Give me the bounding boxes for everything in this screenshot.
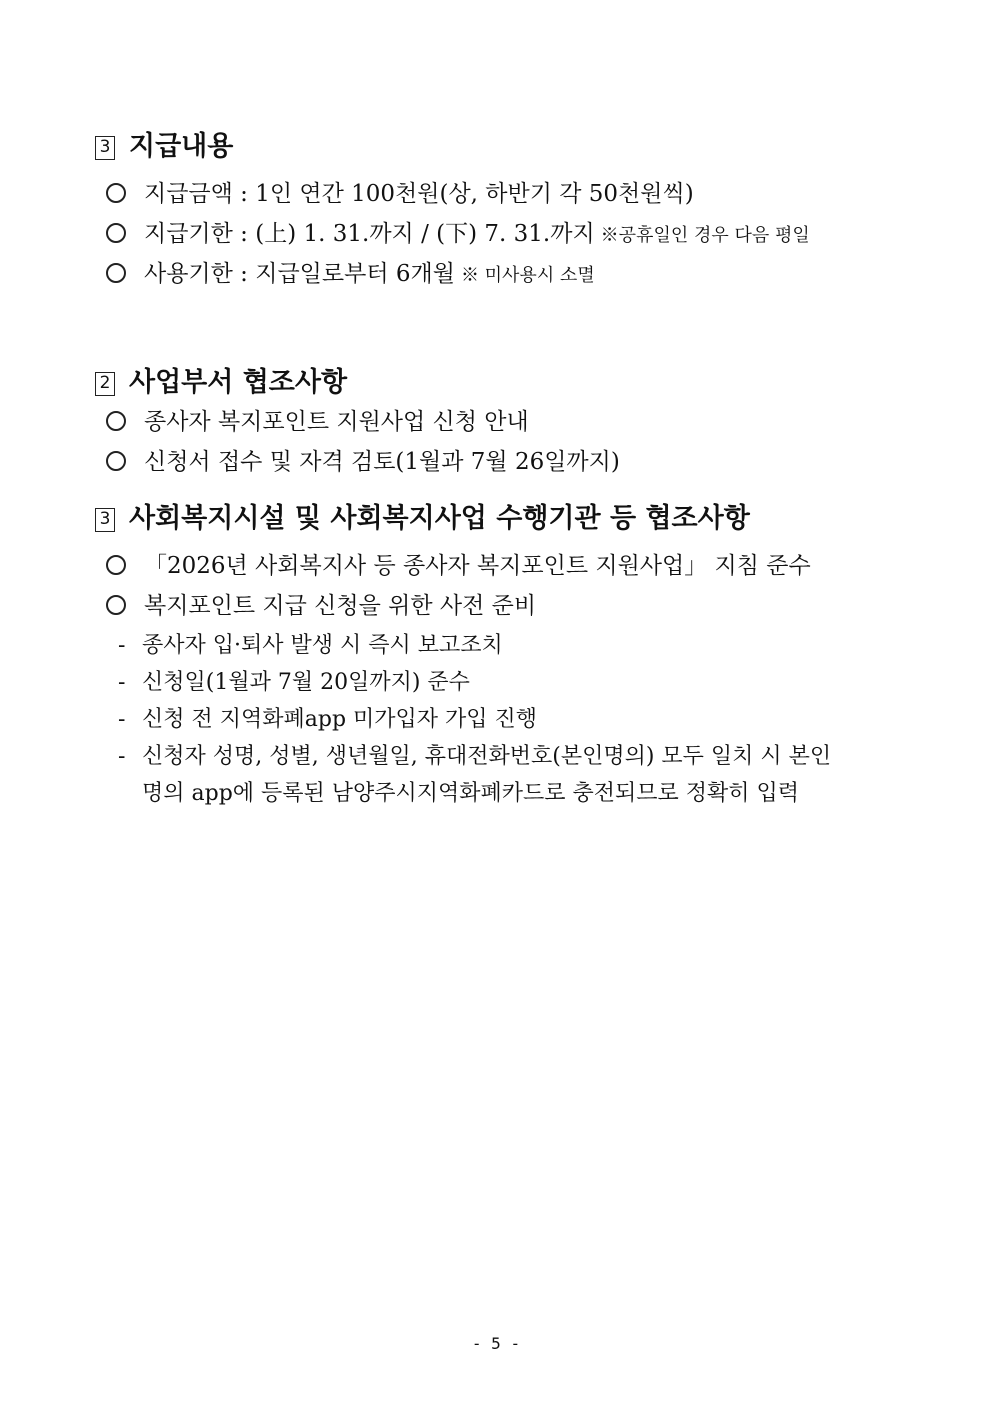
section-title: 지급내용 [129, 131, 234, 162]
circle-bullet-icon [106, 451, 126, 471]
dash-bullet: - [118, 670, 126, 695]
item-text: 사용기한 : 지급일로부터 6개월 [144, 261, 455, 287]
list-item [106, 406, 529, 438]
list-item [106, 178, 694, 210]
section-title: 사회복지시설 및 사회복지사업 수행기관 등 협조사항 [129, 503, 750, 534]
sub-item-text: 신청자 성명, 성별, 생년월일, 휴대전화번호(본인명의) 모두 일치 시 본인 [142, 744, 832, 769]
list-item [106, 590, 536, 622]
section-number-box: 3 [95, 508, 115, 532]
item-text: 복지포인트 지급 신청을 위한 사전 준비 [144, 593, 537, 619]
item-text: 지급금액 : 1인 연간 100천원(상, 하반기 각 50천원씩) [144, 181, 694, 207]
item-text: 「2026년 사회복지사 등 종사자 복지포인트 지원사업」 지침 준수 [144, 553, 811, 579]
circle-bullet-icon [106, 223, 126, 243]
list-item [106, 258, 595, 292]
section-heading-department [95, 366, 347, 400]
page-number: - 5 - [471, 1334, 521, 1353]
circle-bullet-icon [106, 263, 126, 283]
sub-item [118, 704, 537, 736]
sub-item [118, 667, 470, 699]
item-note: ※공휴일인 경우 다음 평일 [600, 225, 810, 246]
dash-bullet: - [118, 744, 126, 769]
section-heading-payment [95, 130, 233, 164]
list-item [106, 550, 811, 582]
section-number-box: 3 [95, 136, 115, 160]
sub-item [118, 630, 503, 662]
circle-bullet-icon [106, 411, 126, 431]
sub-item-text: 신청 전 지역화폐app 미가입자 가입 진행 [142, 707, 538, 732]
item-text: 지급기한 : (上) 1. 31.까지 / (下) 7. 31.까지 [144, 221, 595, 247]
dash-bullet: - [118, 707, 126, 732]
sub-item-text: 신청일(1월과 7월 20일까지) 준수 [142, 670, 470, 695]
section-number-box: 2 [95, 372, 115, 396]
sub-item [118, 741, 831, 773]
item-text: 신청서 접수 및 자격 검토(1월과 7월 26일까지) [144, 449, 620, 475]
item-note: ※ 미사용시 소멸 [460, 265, 595, 286]
circle-bullet-icon [106, 555, 126, 575]
list-item [106, 446, 620, 478]
item-text: 종사자 복지포인트 지원사업 신청 안내 [144, 409, 529, 435]
circle-bullet-icon [106, 183, 126, 203]
sub-item-continuation: 명의 app에 등록된 남양주시지역화폐카드로 충전되므로 정확히 입력 [142, 781, 800, 806]
list-item [106, 218, 810, 252]
section-title: 사업부서 협조사항 [129, 367, 348, 398]
sub-item-text: 종사자 입·퇴사 발생 시 즉시 보고조치 [142, 633, 503, 658]
dash-bullet: - [118, 633, 126, 658]
section-heading-facilities [95, 502, 750, 536]
circle-bullet-icon [106, 595, 126, 615]
